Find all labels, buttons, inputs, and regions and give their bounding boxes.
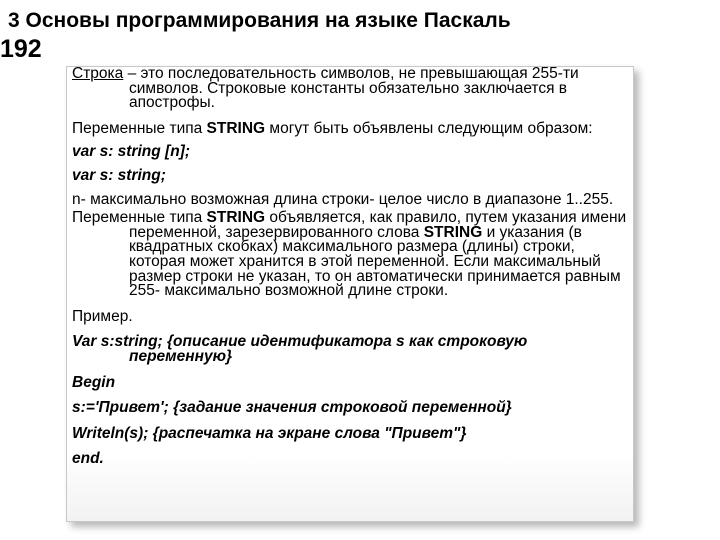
string-definition	[72, 67, 627, 111]
keyword-string: STRING	[206, 119, 266, 137]
string-definition-text: – это последовательность символов, не превышающая 255-ти символов. Строковые константы обязательно заключается в апострофы.	[123, 65, 579, 112]
declaration-intro-post: могут быть объявлены следующим образом:	[265, 119, 593, 137]
length-note: n- максимально возможная длина строки- целое число в диапазоне 1..255.	[72, 190, 614, 208]
content-box	[66, 66, 634, 522]
declaration-with-length: var s: string [n];	[72, 143, 190, 161]
explanation-post: и указания (в квадратных скобках) максимального размера (длины) строки, которая может хранится в этой переменной. Если максимальный размер строки не указан, то он автоматически принимается равным 255- максимально возможной длине строки.	[129, 223, 621, 300]
term-string: Строка	[72, 65, 124, 82]
code-line-end: end.	[72, 450, 104, 468]
keyword-string-1: STRING	[206, 209, 266, 227]
slide-title: 3 Основы программирования на языке Паскаль	[8, 9, 511, 32]
declaration-simple: var s: string;	[72, 166, 166, 184]
declaration-explanation	[72, 211, 627, 299]
slide-number: 192	[0, 35, 42, 63]
example-label: Пример.	[72, 307, 133, 325]
declaration-intro-pre: Переменные типа	[72, 119, 207, 137]
explanation-mid: объявляется, как правило, путем указания имени переменной, зарезервированного слова	[129, 209, 627, 241]
keyword-string-2: STRING	[423, 223, 483, 241]
code-line-begin: Begin	[72, 373, 116, 391]
code-line-writeln: Writeln(s); {распечатка на экране слова "Привет"}	[72, 424, 467, 442]
explanation-pre: Переменные типа	[72, 209, 207, 227]
code-line-assign: s:='Привет'; {задание значения строковой переменной}	[72, 399, 512, 417]
code-line-var: Var s:string; {описание идентификатора s как строковую переменную}	[72, 333, 528, 365]
declaration-intro	[72, 119, 627, 137]
